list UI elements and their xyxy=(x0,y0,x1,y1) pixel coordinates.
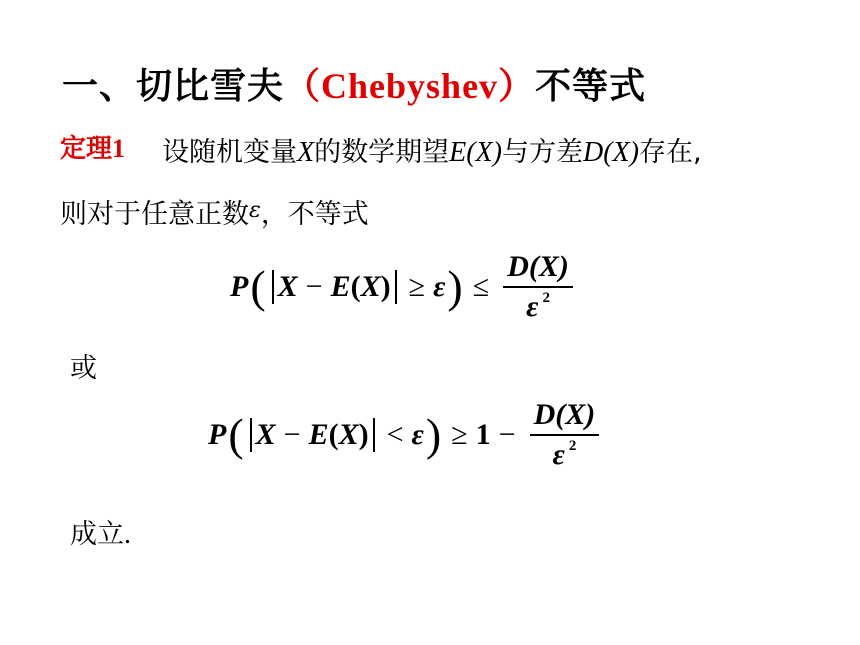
f2-abs-left xyxy=(250,418,252,452)
f1-X: X xyxy=(277,270,298,303)
line1-part-d: 存在, xyxy=(638,137,702,168)
f1-eps: ε xyxy=(433,270,446,303)
line1-part-c: 与方差 xyxy=(501,137,583,168)
f2-geq: ≥ xyxy=(451,418,468,451)
f2-num-rest: (X) xyxy=(555,398,596,431)
f1-close-paren: ) xyxy=(447,261,463,312)
f1-minus: − xyxy=(305,270,323,303)
title-suffix: 不等式 xyxy=(535,66,647,107)
line2-part-b: ，不等式 xyxy=(260,199,369,230)
f2-minus2: − xyxy=(498,418,516,451)
f2-E: E xyxy=(308,418,329,451)
f1-geq: ≥ xyxy=(408,270,426,303)
theorem-number: 1 xyxy=(112,134,126,163)
f1-rp: ) xyxy=(380,270,391,303)
f2-open-paren: ( xyxy=(228,409,244,460)
title-prefix: 一、切比雪夫 xyxy=(62,66,285,107)
f1-abs-left xyxy=(272,270,274,304)
f1-leq: ≤ xyxy=(472,270,490,303)
theorem-line-2 xyxy=(60,192,369,231)
f1-X2: X xyxy=(360,270,381,303)
f2-numerator xyxy=(530,398,600,434)
f1-den-exp: 2 xyxy=(542,290,550,306)
slide-title xyxy=(62,58,646,109)
or-word: 或 xyxy=(70,353,97,384)
f1-num-rest: (X) xyxy=(528,250,569,283)
title-close-paren: ） xyxy=(498,66,536,107)
f2-abs-right xyxy=(373,418,375,452)
f1-E: E xyxy=(330,270,351,303)
f2-minus: − xyxy=(283,418,301,451)
f1-P: P xyxy=(230,270,249,303)
f2-close-paren: ) xyxy=(425,409,442,460)
f2-lt: < xyxy=(386,418,404,451)
f1-denominator xyxy=(526,288,550,324)
closing-text xyxy=(70,512,131,551)
var-x: X xyxy=(297,137,315,168)
f1-num-D: D xyxy=(507,250,529,283)
title-open-paren: （ xyxy=(284,66,322,107)
f2-denominator xyxy=(553,436,577,472)
closing-word: 成立 xyxy=(70,519,124,550)
line2-part-a: 则对于任意正数 xyxy=(60,199,249,230)
expectation-expr: E(X) xyxy=(449,137,502,168)
theorem-label xyxy=(60,128,125,165)
f1-open-paren: ( xyxy=(250,261,266,312)
f2-den-eps: ε xyxy=(552,438,565,471)
chebyshev-formula-1 xyxy=(230,250,573,324)
f2-num-D: D xyxy=(533,398,556,431)
f1-abs-right xyxy=(395,270,397,304)
f1-fraction xyxy=(503,250,573,324)
epsilon-symbol: ε xyxy=(249,198,261,223)
closing-period: . xyxy=(124,519,131,550)
line1-part-b: 的数学期望 xyxy=(314,137,450,168)
f2-P: P xyxy=(208,418,227,451)
f2-lp: ( xyxy=(328,418,339,451)
f1-den-eps: ε xyxy=(526,290,539,323)
f2-X: X xyxy=(255,418,276,451)
f2-rp: ) xyxy=(358,418,369,451)
theorem-line-1 xyxy=(162,130,702,169)
theorem-label-text: 定理 xyxy=(60,134,113,164)
f1-numerator xyxy=(503,250,573,286)
f2-one: 1 xyxy=(475,418,491,451)
line1-part-a: 设随机变量 xyxy=(162,137,297,168)
title-chebyshev: Chebyshev xyxy=(321,66,499,106)
variance-expr: D(X) xyxy=(582,137,639,168)
f2-fraction xyxy=(530,398,600,472)
chebyshev-formula-2 xyxy=(208,398,599,472)
f2-X2: X xyxy=(338,418,359,451)
f1-lp: ( xyxy=(350,270,361,303)
f2-den-exp: 2 xyxy=(568,438,577,454)
f2-eps: ε xyxy=(411,418,424,451)
